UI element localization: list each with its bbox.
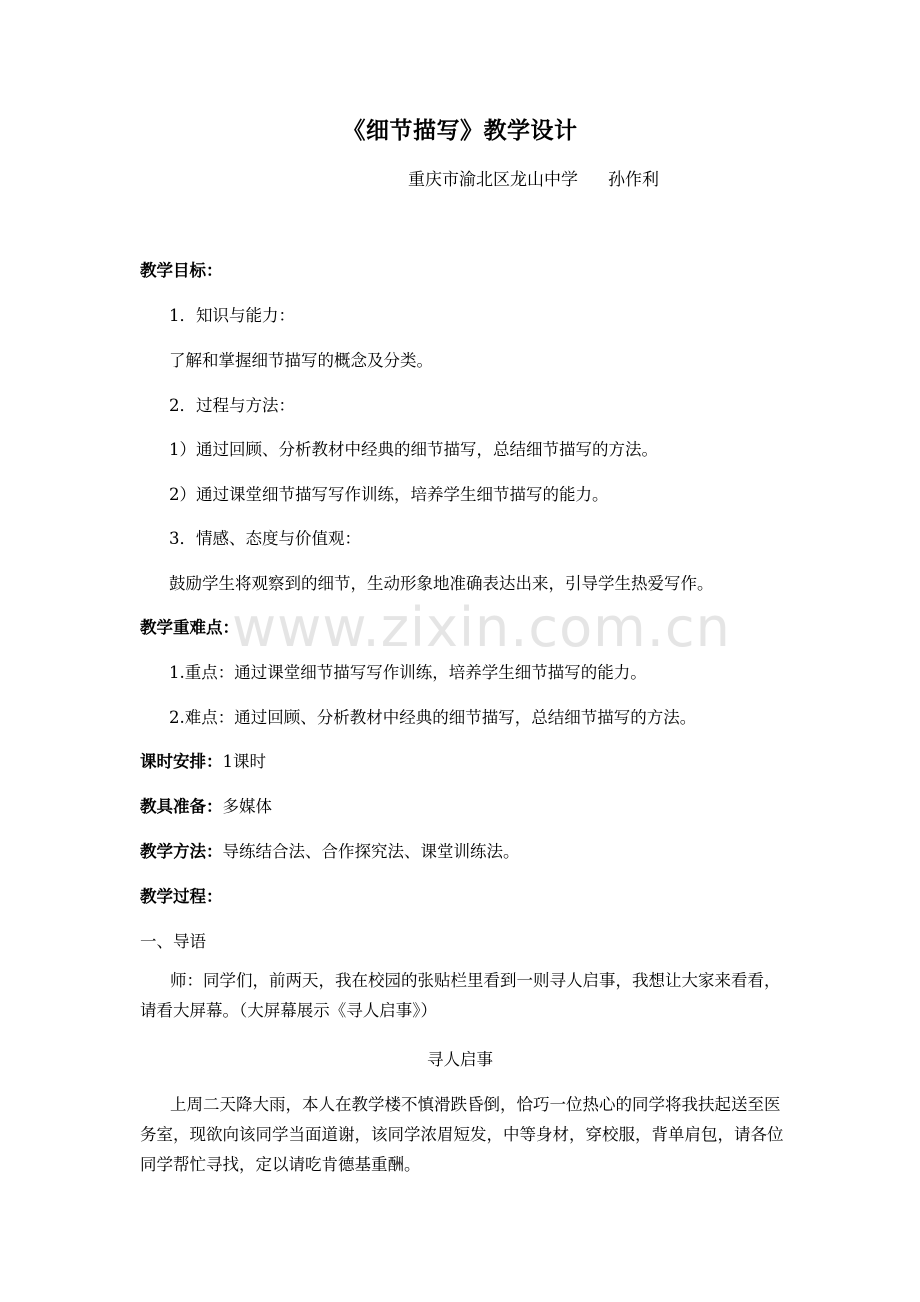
watermark: www.zixin.com.cn [232, 596, 731, 659]
author-school: 重庆市渝北区龙山中学 [408, 170, 578, 190]
goal2-item1: 1）通过回顾、分析教材中经典的细节描写，总结细节描写的方法。 [169, 440, 658, 459]
method-label: 教学方法： [140, 842, 223, 861]
tools-value: 多媒体 [222, 797, 272, 816]
method-line [140, 838, 790, 862]
goal1-heading: 1．知识与能力： [169, 306, 295, 325]
method-value: 导练结合法、合作探究法、课堂训练法。 [222, 842, 520, 861]
process-heading: 教学过程： [140, 887, 223, 906]
notice-title: 寻人启事 [427, 1050, 493, 1069]
goal3-heading: 3．情感、态度与价值观： [169, 529, 361, 548]
difficult-point: 2.难点：通过回顾、分析教材中经典的细节描写，总结细节描写的方法。 [169, 708, 697, 727]
goals-heading: 教学目标： [140, 261, 223, 280]
key-point: 1.重点：通过课堂细节描写写作训练，培养学生细节描写的能力。 [169, 663, 647, 682]
schedule-label: 课时安排： [140, 752, 223, 771]
goal2-item2: 2）通过课堂细节描写写作训练，培养学生细节描写的能力。 [169, 485, 609, 504]
schedule-value: 1课时 [222, 752, 266, 771]
document-title: 《细节描写》教学设计 [342, 118, 578, 144]
goal1-text: 了解和掌握细节描写的概念及分类。 [169, 351, 433, 370]
author-name: 孙作利 [608, 170, 659, 190]
step1-text: 师：同学们，前两天，我在校园的张贴栏里看到一则寻人启事，我想让大家来看看，请看大屏幕。（大屏幕展示《寻人启事》） [140, 971, 781, 1020]
goal2-heading: 2．过程与方法： [169, 396, 295, 415]
tools-line [140, 793, 790, 817]
author-line [408, 165, 659, 190]
key-heading: 教学重难点： [140, 618, 239, 637]
step1-heading: 一、导语 [140, 932, 206, 951]
goal3-text: 鼓励学生将观察到的细节，生动形象地准确表达出来，引导学生热爱写作。 [169, 574, 714, 593]
notice-text: 上周二天降大雨，本人在教学楼不慎滑跌昏倒，恰巧一位热心的同学将我扶起送至医务室，现欲向该同学当面道谢，该同学浓眉短发，中等身材，穿校服，背单肩包，请各位同学帮忙寻找，定以请吃肯德基重酬。 [140, 1095, 784, 1174]
tools-label: 教具准备： [140, 797, 223, 816]
schedule-line [140, 748, 790, 772]
